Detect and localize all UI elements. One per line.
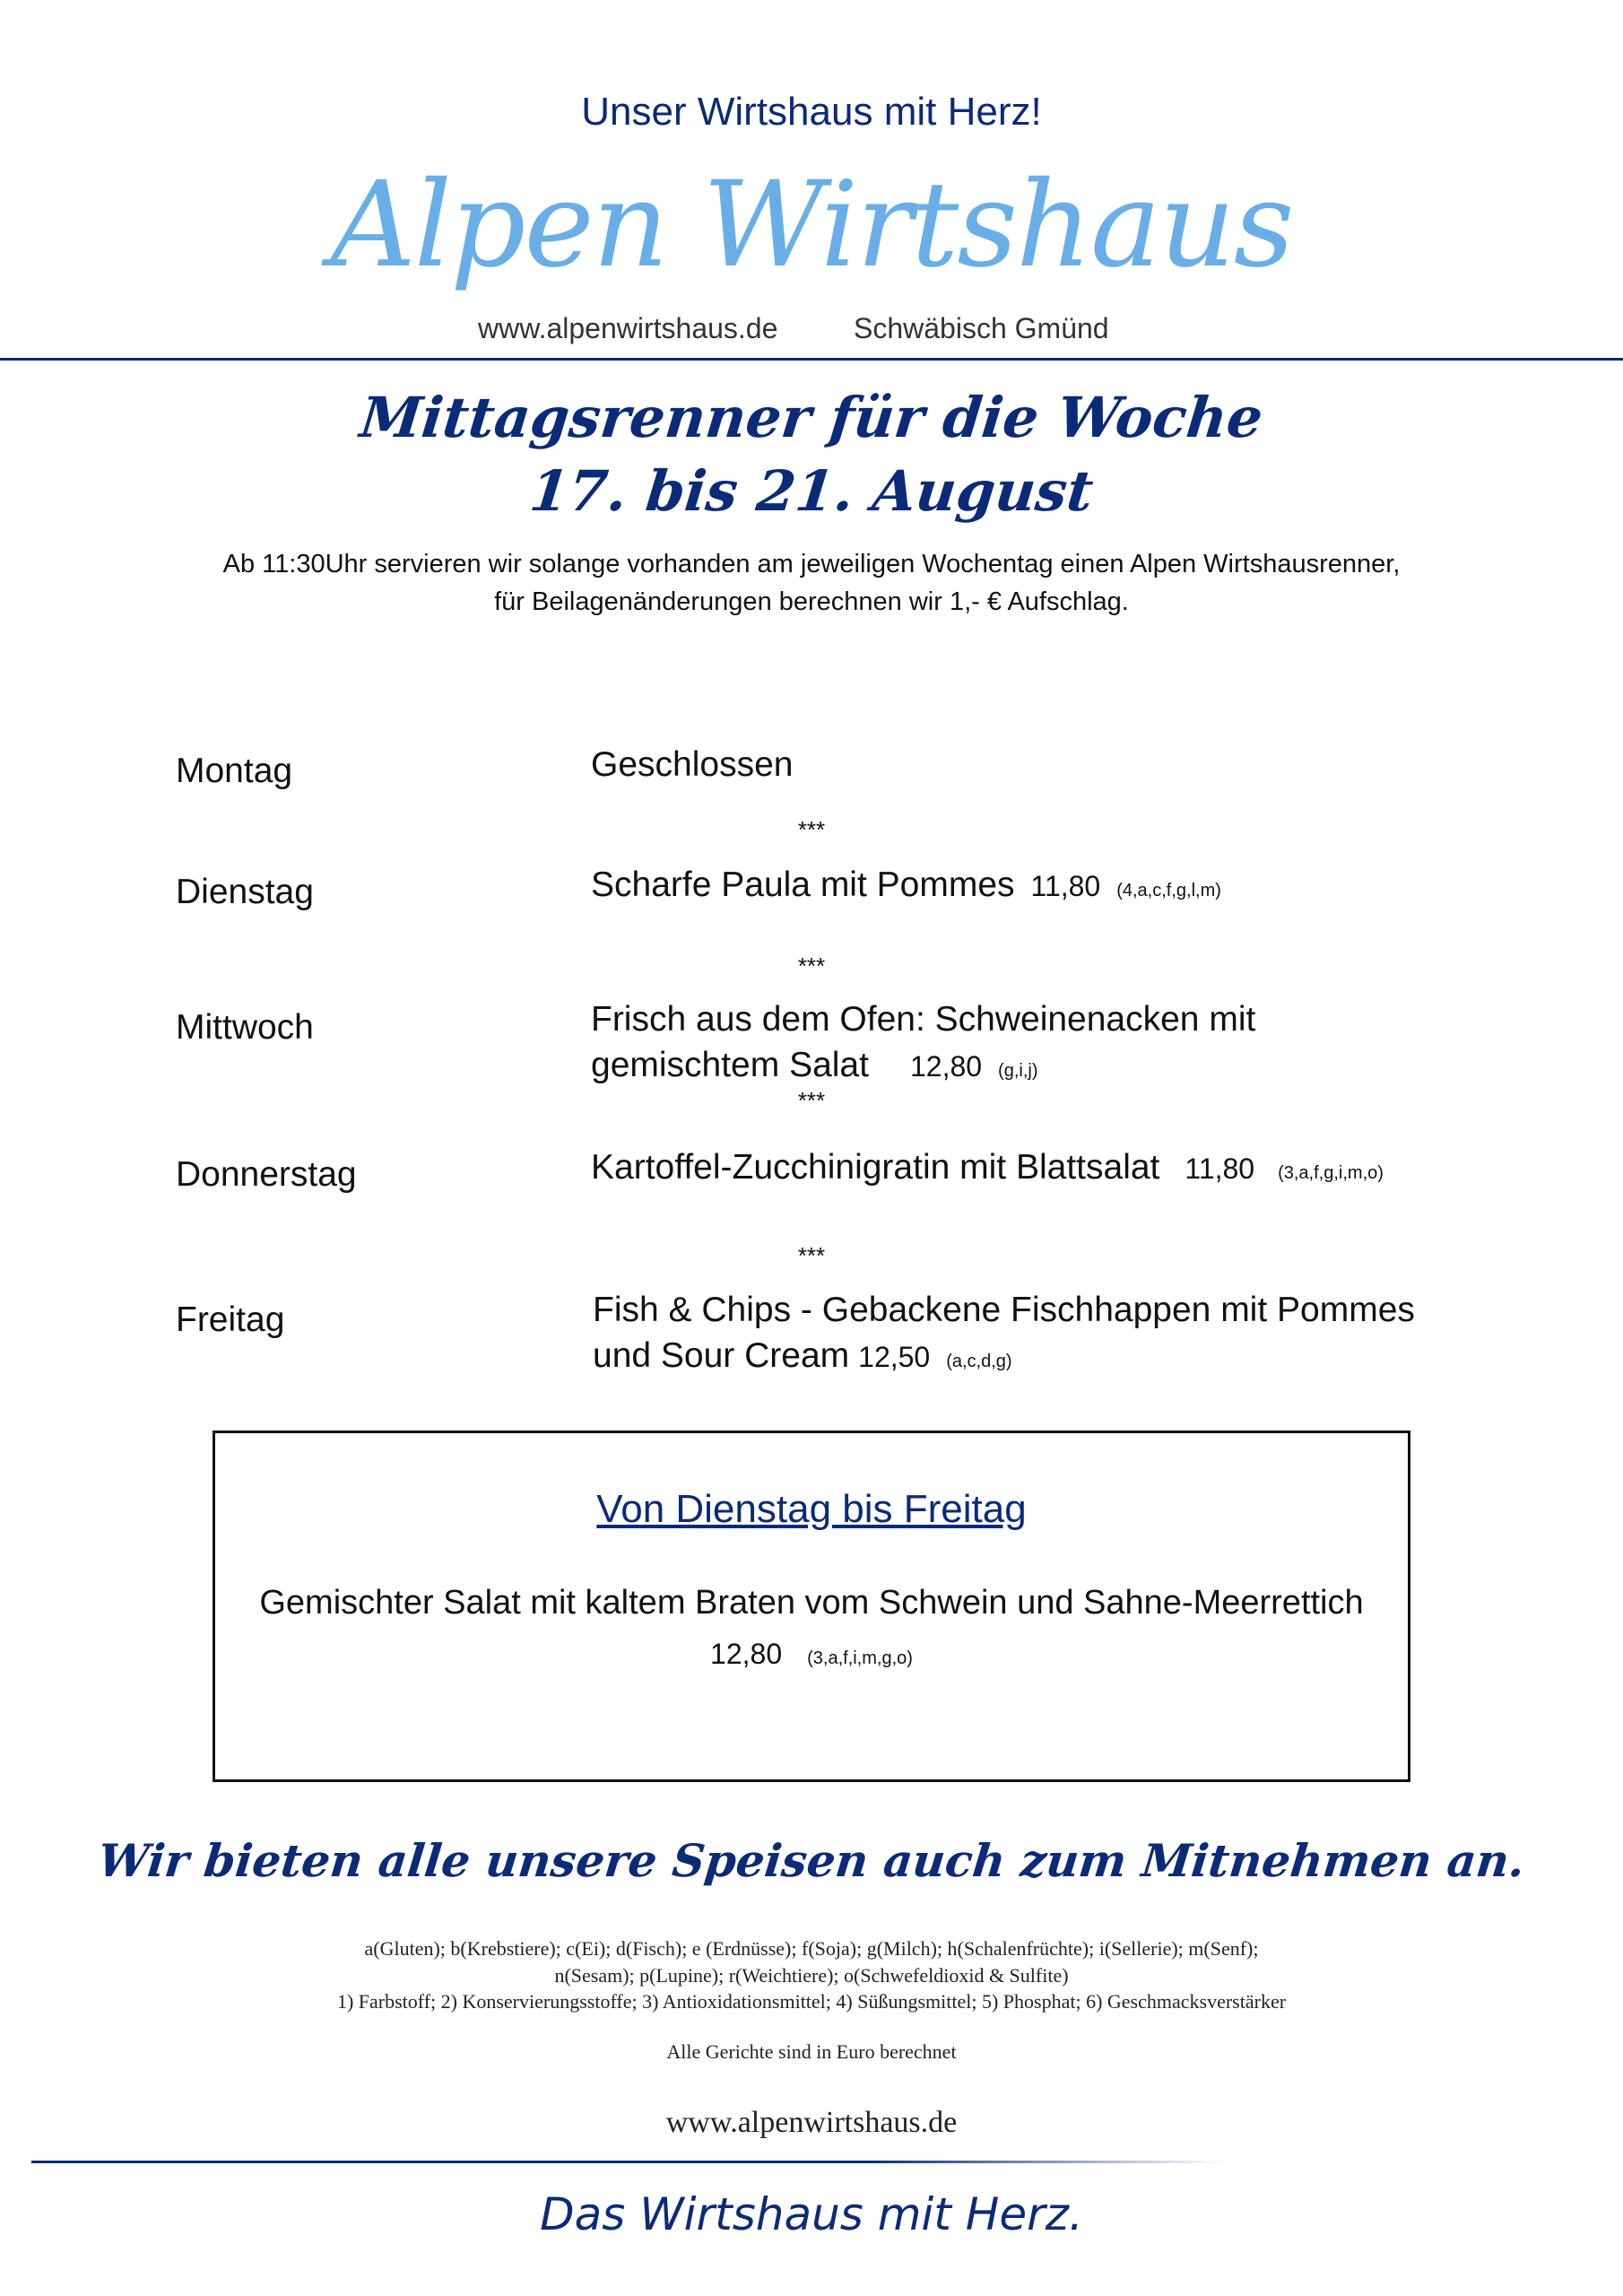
dish-name: Scharfe Paula mit Pommes <box>591 865 1015 904</box>
dish-price: 12,50 <box>858 1340 931 1373</box>
intro-line-2: für Beilagenänderungen berechnen wir 1,- € Aufschlag. <box>494 587 1129 617</box>
legend-line-3: 1) Farbstoff; 2) Konservierungsstoffe; 3) Antioxidationsmittel; 4) Süßungsmittel; 5) Phosphat; 6) Geschmacksverstärker <box>336 1990 1287 2013</box>
dish-mittwoch <box>591 997 1488 1088</box>
special-dish: Gemischter Salat mit kaltem Braten vom Schwein und Sahne-Meerrettich <box>259 1584 1364 1622</box>
day-label-freitag: Freitag <box>176 1300 285 1339</box>
week-dates: 17. bis 21. August <box>526 458 1097 524</box>
dish-allergens: (a,c,d,g) <box>946 1351 1012 1371</box>
day-label-montag: Montag <box>176 752 293 790</box>
weekly-special-box <box>213 1431 1410 1782</box>
dish-allergens: (4,a,c,f,g,l,m) <box>1116 881 1221 900</box>
dish-allergens: (g,i,j) <box>998 1060 1038 1081</box>
separator: *** <box>797 816 826 843</box>
day-label-dienstag: Dienstag <box>176 873 314 911</box>
dish-freitag <box>593 1288 1489 1378</box>
special-allergens: (3,a,f,i,m,g,o) <box>807 1648 913 1668</box>
day-label-mittwoch: Mittwoch <box>176 1008 314 1047</box>
separator: *** <box>797 1242 826 1269</box>
separator: *** <box>797 1087 826 1114</box>
intro-text <box>0 545 1623 621</box>
dish-name-line-1: Frisch aus dem Ofen: Schweinenacken mit <box>591 1000 1256 1039</box>
dish-price: 11,80 <box>1185 1152 1255 1185</box>
dish-price: 11,80 <box>1030 870 1101 902</box>
dish-dienstag <box>591 863 1488 909</box>
footer-website-link[interactable]: www.alpenwirtshaus.de <box>665 2106 958 2139</box>
euro-note: Alle Gerichte sind in Euro berechnet <box>666 2040 957 2063</box>
special-title: Von Dienstag bis Freitag <box>596 1487 1027 1531</box>
header-city: Schwäbisch Gmünd <box>854 312 1109 344</box>
page-title: Mittagsrenner für die Woche <box>357 385 1266 450</box>
separator: *** <box>797 952 826 979</box>
dish-name: Geschlossen <box>591 745 794 784</box>
legend-line-1: a(Gluten); b(Krebstiere); c(Ei); d(Fisch); e (Erdnüsse); f(Soja); g(Milch); h(Schalenfrüchte); i(Sellerie); m(Senf); <box>364 1937 1259 1960</box>
dish-name-line-2: und Sour Cream <box>593 1335 850 1375</box>
takeaway-notice: Wir bieten alle unsere Speisen auch zum Mitnehmen an. <box>95 1834 1528 1887</box>
dish-allergens: (3,a,f,g,i,m,o) <box>1278 1163 1384 1183</box>
dish-price: 12,80 <box>909 1049 983 1083</box>
footer-slogan: Das Wirtshaus mit Herz. <box>540 2188 1083 2240</box>
header-website-link[interactable]: www.alpenwirtshaus.de <box>478 312 778 344</box>
header-divider <box>0 358 1623 361</box>
dish-name: Kartoffel-Zucchinigratin mit Blattsalat <box>591 1148 1160 1187</box>
dish-montag <box>591 743 1488 788</box>
dish-name-line-1: Fish & Chips - Gebackene Fischhappen mit Pommes <box>593 1291 1415 1329</box>
footer-divider <box>31 2161 1224 2163</box>
day-label-donnerstag: Donnerstag <box>176 1155 357 1194</box>
allergen-legend <box>0 1935 1623 2015</box>
legend-line-2: n(Sesam); p(Lupine); r(Weichtiere); o(Schwefeldioxid & Sulfite) <box>554 1963 1069 1987</box>
special-price: 12,80 <box>710 1638 783 1670</box>
dish-name-line-2: gemischtem Salat <box>591 1045 869 1084</box>
dish-donnerstag <box>591 1145 1488 1191</box>
header-tagline: Unser Wirtshaus mit Herz! <box>581 90 1042 134</box>
special-price-row <box>215 1638 1408 1671</box>
intro-line-1: Ab 11:30Uhr servieren wir solange vorhanden am jeweiligen Wochentag einen Alpen Wirtshausrenner, <box>222 550 1401 578</box>
brand-logo: Alpen Wirtshaus <box>330 156 1293 294</box>
